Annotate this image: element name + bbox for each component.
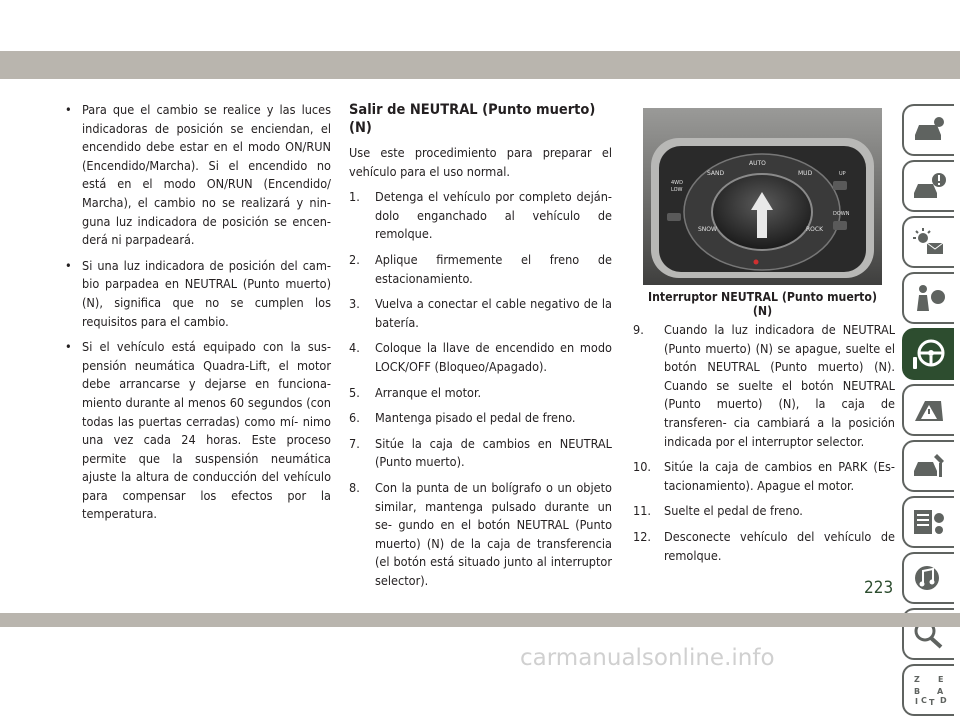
up-label: UP xyxy=(839,171,846,177)
header-band xyxy=(0,51,960,79)
procedure-column-continued xyxy=(633,321,895,572)
svg-text:B: B xyxy=(914,687,921,696)
bullet-column xyxy=(60,101,331,531)
low-label: LOW xyxy=(671,187,683,193)
auto-label: AUTO xyxy=(749,160,766,167)
section-heading: Salir de NEUTRAL (Punto muerto) (N) xyxy=(349,102,596,136)
tab-driving[interactable] xyxy=(902,328,954,380)
svg-text:E: E xyxy=(938,675,944,684)
footer-band xyxy=(0,613,960,627)
sand-label: SAND xyxy=(707,170,725,177)
chapter-tabs xyxy=(897,104,960,720)
settings-list-icon xyxy=(911,507,947,537)
svg-text:C: C xyxy=(921,696,927,705)
tab-warning-lights[interactable] xyxy=(902,160,954,212)
down-label: DOWN xyxy=(833,211,850,217)
svg-text:T: T xyxy=(929,698,935,707)
mud-label: MUD xyxy=(798,170,813,177)
tab-index[interactable] xyxy=(902,664,954,716)
4wd-label: 4WD xyxy=(671,180,683,186)
tab-car-info[interactable] xyxy=(902,104,954,156)
road-warning-icon xyxy=(911,395,947,425)
step-item: 11. Suelte el pedal de freno. xyxy=(633,503,803,519)
alphabet-index-icon xyxy=(911,673,947,707)
step-item: 10. Sitúe la caja de cambios en PARK (Es- tacionamiento). Apague el motor. xyxy=(633,459,895,493)
step-item: 3. Vuelva a conectar el cable negativo de la batería. xyxy=(349,296,612,330)
bullet-item: • Si el vehículo está equipado con la sus- pensión neumática Quadra-Lift, el motor debe arrancarse y dejarse en funciona- miento durante al menos 60 segundos (con todas las puertas cerradas) como mí- nimo una vez cada 24 horas. Este proceso permite que la suspensión neumática ajuste la altura de conducción del vehículo para compensar los efectos por la temperatura. xyxy=(65,339,331,522)
step-item: 7. Sitúe la caja de cambios en NEUTRAL (Punto muerto). xyxy=(349,435,612,470)
steering-wheel-icon xyxy=(911,337,947,371)
tab-safety[interactable] xyxy=(902,272,954,324)
car-info-icon xyxy=(911,115,947,145)
page-number: 223 xyxy=(864,578,894,598)
snow-label: SNOW xyxy=(698,226,717,233)
step-item: 8. Con la punta de un bolígrafo o un objeto similar, mantenga pulsado durante un se- gundo en el botón NEUTRAL (Punto muerto) (N) de la caja de transferencia (el botón está situado junto al interruptor selector). xyxy=(349,479,612,588)
step-item: 5. Arranque el motor. xyxy=(349,384,482,400)
music-phone-icon xyxy=(911,563,947,593)
tab-emergency[interactable] xyxy=(902,384,954,436)
car-tools-icon xyxy=(911,451,947,481)
step-item: 12. Desconecte vehículo del vehículo de remolque. xyxy=(633,528,895,563)
ride-height-up-icon xyxy=(833,181,847,190)
svg-text:A: A xyxy=(937,687,944,696)
svg-text:I: I xyxy=(915,697,918,706)
tab-starting[interactable] xyxy=(902,216,954,268)
watermark: carmanualsonline.info xyxy=(520,645,775,671)
step-item: 4. Coloque la llave de encendido en modo LOCK/OFF (Bloqueo/Apagado). xyxy=(349,340,612,374)
sun-envelope-icon xyxy=(911,227,947,257)
selector-switch-illustration xyxy=(643,108,882,285)
section-intro: Use este procedimiento para preparar el vehículo para el uso normal. xyxy=(349,145,612,179)
tab-multimedia[interactable] xyxy=(902,552,954,604)
svg-text:D: D xyxy=(940,696,947,705)
step-item: 6. Mantenga pisado el pedal de freno. xyxy=(349,410,576,426)
bullet-item: • Para que el cambio se realice y las luces indicadoras de posición se enciendan, el encendido debe estar en el modo ON/RUN (Encendido/Marcha). Si el encendido no está en el modo ON/RUN (Encendido/ Marcha), el cambio no se realizará y nin- guna luz indicadora de posición se encen- derá ni parpadeará. xyxy=(65,102,331,248)
svg-text:Z: Z xyxy=(914,675,920,684)
rock-label: ROCK xyxy=(806,226,824,233)
ride-height-down-icon xyxy=(833,221,847,230)
step-item: 2. Aplique firmemente el freno de estacionamiento. xyxy=(349,251,612,286)
neutral-switch-photo xyxy=(643,108,882,285)
step-item: 1. Detenga el vehículo por completo deján- dolo enganchado al vehículo de remolque. xyxy=(349,189,612,242)
step-item: 9. Cuando la luz indicadora de NEUTRAL (Punto muerto) (N) se apague, suelte el botón NEUTRAL (Punto muerto) (N). Cuando se suelte el botón NEUTRAL (Punto muerto) (N), la caja de transferen- cia cambiará a la posición indicada por el interruptor selector. xyxy=(633,322,895,449)
figure-caption: Interruptor NEUTRAL (Punto muerto) (N) xyxy=(648,290,877,318)
procedure-column xyxy=(349,101,612,597)
warning-light-icon xyxy=(911,171,947,201)
tab-servicing[interactable] xyxy=(902,440,954,492)
tab-specifications[interactable] xyxy=(902,496,954,548)
hill-descent-icon xyxy=(667,213,681,221)
bullet-item: • Si una luz indicadora de posición del cam- bio parpadea en NEUTRAL (Punto muerto) (N), significa que no se cumplen los requisitos para el cambio. xyxy=(65,257,331,329)
person-airbag-icon xyxy=(911,283,947,313)
